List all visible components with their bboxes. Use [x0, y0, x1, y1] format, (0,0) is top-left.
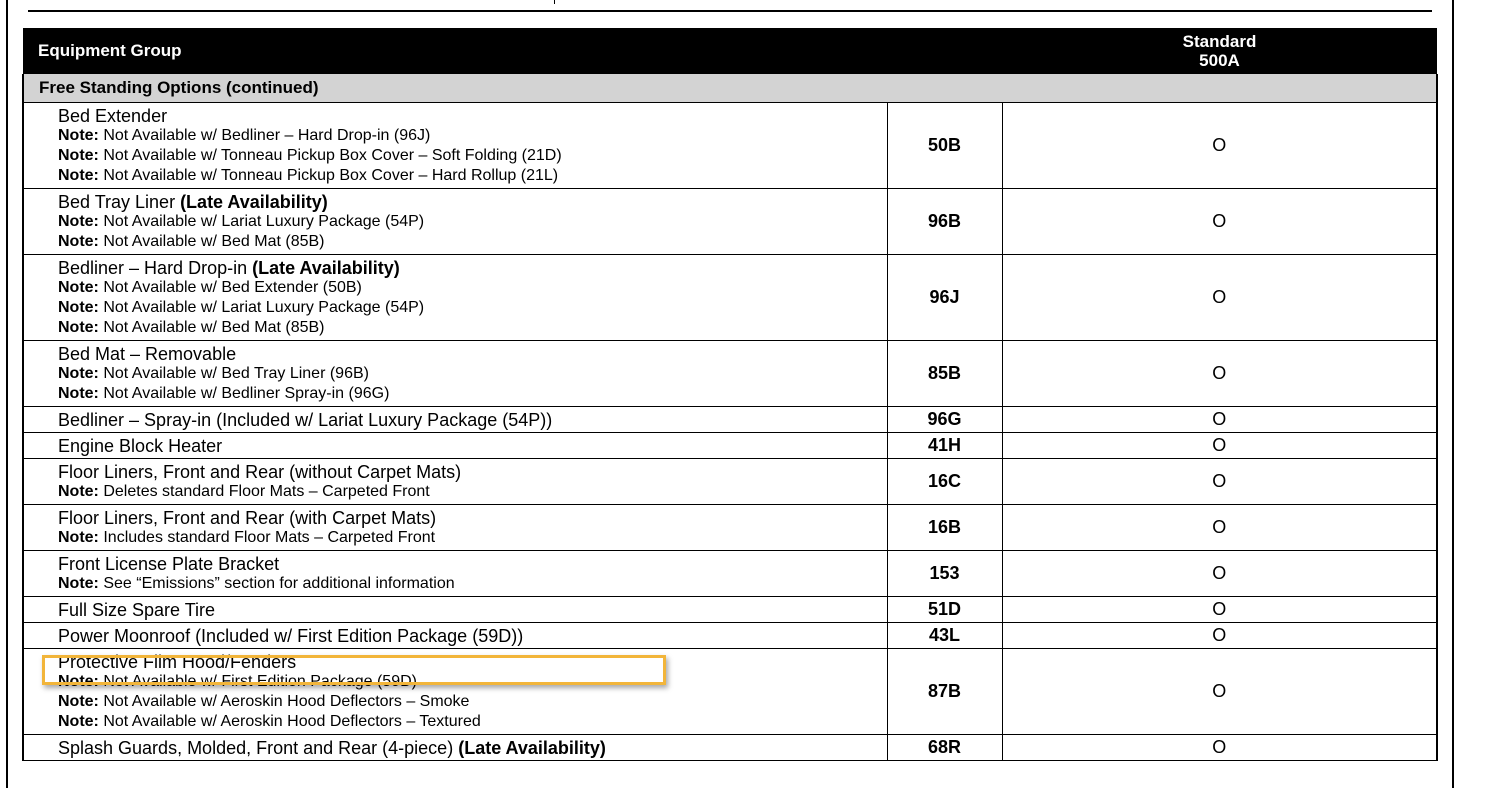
option-standard: O: [1002, 189, 1437, 255]
note-label: Note:: [58, 147, 99, 164]
option-code: 87B: [887, 649, 1002, 735]
option-title: [58, 436, 887, 456]
note-text: Deletes standard Floor Mats – Carpeted Front: [103, 483, 430, 500]
option-note: [58, 364, 887, 384]
option-availability: (Late Availability): [180, 192, 328, 212]
note-label: Note:: [58, 385, 99, 402]
note-label: Note:: [58, 167, 99, 184]
option-title: [58, 508, 887, 528]
table-row: [23, 255, 1437, 341]
note-text: Not Available w/ Bedliner Spray-in (96G): [103, 385, 390, 402]
option-description: [23, 189, 887, 255]
option-title: [58, 258, 887, 278]
option-note: [58, 528, 887, 548]
note-label: Note:: [58, 365, 99, 382]
table-row: [23, 341, 1437, 407]
table-row: [23, 459, 1437, 505]
option-title-text: Front License Plate Bracket: [58, 554, 280, 574]
option-note: [58, 278, 887, 298]
header-equipment-group: Equipment Group: [23, 28, 887, 74]
table-row: [23, 551, 1437, 597]
option-code: 43L: [887, 623, 1002, 649]
section-row: [23, 74, 1437, 103]
note-text: Not Available w/ First Edition Package (59D): [103, 673, 417, 690]
option-code: 96G: [887, 407, 1002, 433]
table-row: [23, 407, 1437, 433]
option-description: [23, 505, 887, 551]
note-label: Note:: [58, 575, 99, 592]
note-text: Not Available w/ Aeroskin Hood Deflectors – Textured: [103, 713, 481, 730]
option-title-text: Splash Guards, Molded, Front and Rear (4-piece): [58, 738, 459, 758]
option-code: 16C: [887, 459, 1002, 505]
option-code: 41H: [887, 433, 1002, 459]
option-title-text: Engine Block Heater: [58, 436, 223, 456]
top-tick: [554, 0, 555, 4]
option-standard: O: [1002, 623, 1437, 649]
note-text: Not Available w/ Bed Mat (85B): [103, 319, 325, 336]
note-label: Note:: [58, 673, 99, 690]
option-availability: (Late Availability): [252, 258, 400, 278]
option-code: 96J: [887, 255, 1002, 341]
options-sheet: [22, 28, 1436, 761]
table-row: [23, 623, 1437, 649]
option-title: [58, 344, 887, 364]
option-code: 85B: [887, 341, 1002, 407]
note-text: See “Emissions” section for additional information: [103, 575, 455, 592]
note-label: Note:: [58, 483, 99, 500]
option-note: [58, 166, 887, 186]
header-standard-line2: 500A: [1199, 51, 1240, 70]
option-title-text: Full Size Spare Tire: [58, 600, 216, 620]
option-code: 68R: [887, 735, 1002, 761]
note-label: Note:: [58, 693, 99, 710]
option-description: [23, 255, 887, 341]
note-text: Not Available w/ Bed Extender (50B): [103, 279, 362, 296]
option-title-text: Floor Liners, Front and Rear (without Carpet Mats): [58, 462, 462, 482]
note-text: Not Available w/ Bedliner – Hard Drop-in (96J): [103, 127, 431, 144]
page-right-border: [1452, 0, 1454, 788]
option-description: [23, 459, 887, 505]
option-standard: O: [1002, 505, 1437, 551]
option-standard: O: [1002, 597, 1437, 623]
note-text: Not Available w/ Tonneau Pickup Box Cover – Soft Folding (21D): [103, 147, 562, 164]
option-note: [58, 574, 887, 594]
option-title-text: Bedliner – Hard Drop-in: [58, 258, 253, 278]
header-standard-line1: Standard: [1182, 32, 1257, 51]
note-label: Note:: [58, 319, 99, 336]
option-title-text: Power Moonroof (Included w/ First Edition Package (59D)): [58, 626, 524, 646]
note-text: Not Available w/ Tonneau Pickup Box Cover – Hard Rollup (21L): [103, 167, 559, 184]
option-title: [58, 554, 887, 574]
highlight-box: [42, 655, 666, 685]
note-label: Note:: [58, 529, 99, 546]
note-text: Not Available w/ Bed Tray Liner (96B): [103, 365, 369, 382]
option-standard: O: [1002, 551, 1437, 597]
option-note: [58, 482, 887, 502]
note-label: Note:: [58, 713, 99, 730]
note-text: Includes standard Floor Mats – Carpeted Front: [103, 529, 436, 546]
note-label: Note:: [58, 299, 99, 316]
option-title: [58, 738, 887, 758]
note-label: Note:: [58, 127, 99, 144]
top-rule: [28, 10, 1432, 12]
option-title-text: Bed Extender: [58, 106, 168, 126]
option-availability: (Late Availability): [458, 738, 606, 758]
option-title: [58, 626, 887, 646]
option-code: 51D: [887, 597, 1002, 623]
option-title: [58, 600, 887, 620]
option-standard: O: [1002, 649, 1437, 735]
note-text: Not Available w/ Lariat Luxury Package (54P): [103, 213, 425, 230]
note-text: Not Available w/ Aeroskin Hood Deflectors – Smoke: [103, 693, 470, 710]
option-code: 16B: [887, 505, 1002, 551]
option-note: [58, 298, 887, 318]
option-note: [58, 692, 887, 712]
option-note: [58, 712, 887, 732]
option-description: [23, 735, 887, 761]
option-note: [58, 384, 887, 404]
option-note: [58, 318, 887, 338]
option-title-text: Floor Liners, Front and Rear (with Carpet Mats): [58, 508, 437, 528]
note-label: Note:: [58, 279, 99, 296]
table-row: [23, 597, 1437, 623]
table-row: [23, 189, 1437, 255]
option-description: [23, 103, 887, 189]
option-standard: O: [1002, 341, 1437, 407]
option-standard: O: [1002, 255, 1437, 341]
option-note: [58, 212, 887, 232]
note-text: Not Available w/ Bed Mat (85B): [103, 233, 325, 250]
option-description: [23, 407, 887, 433]
option-title-text: Protective Film Hood/Fenders: [58, 652, 297, 672]
header-standard: [1002, 28, 1437, 74]
option-note: [58, 232, 887, 252]
note-text: Not Available w/ Lariat Luxury Package (54P): [103, 299, 425, 316]
option-code: 50B: [887, 103, 1002, 189]
option-description: [23, 551, 887, 597]
option-title: [58, 192, 887, 212]
note-label: Note:: [58, 213, 99, 230]
section-title: Free Standing Options (continued): [23, 74, 1437, 103]
option-standard: O: [1002, 103, 1437, 189]
option-description: [23, 341, 887, 407]
option-note: [58, 126, 887, 146]
header-code: [887, 28, 1002, 74]
page-left-border: [6, 0, 8, 788]
table-row: [23, 505, 1437, 551]
option-note: [58, 146, 887, 166]
option-standard: O: [1002, 735, 1437, 761]
option-title-text: Bedliner – Spray-in (Included w/ Lariat Luxury Package (54P)): [58, 410, 553, 430]
option-title-text: Bed Mat – Removable: [58, 344, 237, 364]
option-title: [58, 106, 887, 126]
table-row: [23, 433, 1437, 459]
option-standard: O: [1002, 407, 1437, 433]
option-description: [23, 433, 887, 459]
option-code: 96B: [887, 189, 1002, 255]
table-row: [23, 103, 1437, 189]
option-description: [23, 597, 887, 623]
table-row: [23, 735, 1437, 761]
option-title: [58, 462, 887, 482]
option-standard: O: [1002, 433, 1437, 459]
option-standard: O: [1002, 459, 1437, 505]
option-description: [23, 623, 887, 649]
option-title-text: Bed Tray Liner: [58, 192, 181, 212]
option-code: 153: [887, 551, 1002, 597]
table-header-row: [23, 28, 1437, 74]
note-label: Note:: [58, 233, 99, 250]
options-table: [22, 28, 1438, 761]
option-title: [58, 410, 887, 430]
